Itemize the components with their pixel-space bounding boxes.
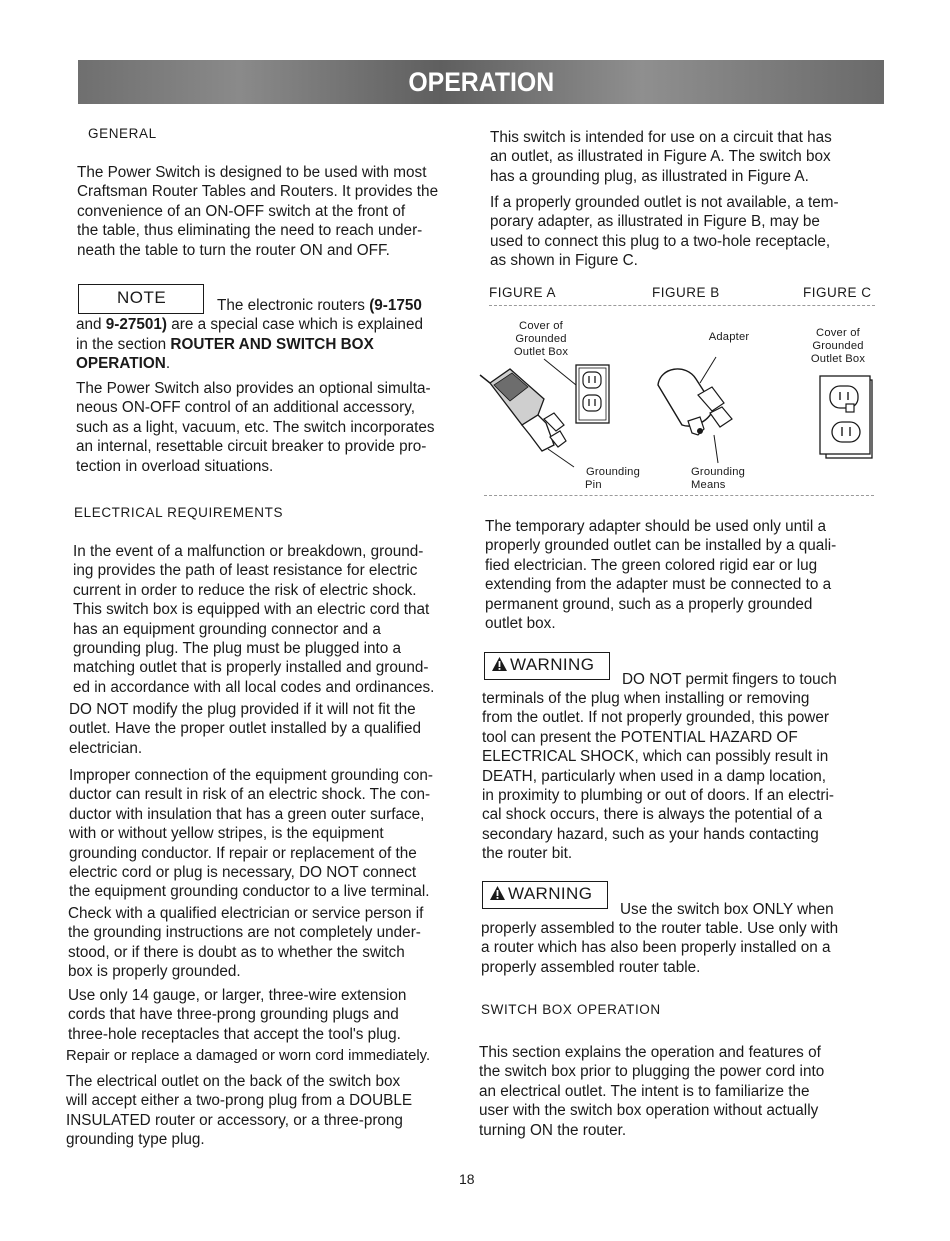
electrical-paragraph-4: Check with a qualified electrician or service person if the grounding instructions are not completely under- stood, or if there is doubt as to whether the switch box is properly grounded. — [68, 905, 424, 981]
general-heading: GENERAL — [88, 126, 157, 141]
warning-1-text: terminals of the plug when installing or removing from the outlet. If not properly grounded, this power tool can present the POTENTIAL HAZARD OF ELECTRICAL SHOCK, which can possibly result in DEATH, particularly when used in a damp location, in proximity to plumbing or out of doors. If an electri- cal shock occurs, there is always the potential of a secondary hazard, such as your hands contacting the router bit. — [482, 690, 834, 863]
electrical-paragraph-1: In the event of a malfunction or breakdown, ground- ing provides the path of least resistance for electric current in order to reduce the risk of electric shock. This switch box is equipped with an electric cord that has an equipment grounding connector and a grounding plug. The plug must be plugged into a matching outlet that is properly installed and ground- ed in accordance with all local codes and ordinances. — [73, 543, 435, 696]
section-banner — [78, 60, 884, 104]
section-title: OPERATION — [408, 67, 554, 97]
warning-2-first-line: Use the switch box ONLY when — [620, 901, 834, 918]
figure-b-caption-bottom: Grounding Means — [691, 466, 746, 491]
figure-b-label: FIGURE B — [652, 285, 720, 300]
right-paragraph-2: If a properly grounded outlet is not available, a tem- porary adapter, as illustrated in Figure B, may be used to connect this plug to a two-hole receptacle, as shown in Figure C. — [490, 194, 839, 270]
figure-top-rule — [489, 305, 875, 306]
electrical-paragraph-7: The electrical outlet on the back of the switch box will accept either a two-prong plug from a DOUBLE INSULATED router or accessory, or a three-prong grounding type plug. — [66, 1073, 413, 1149]
electrical-paragraph-3: Improper connection of the equipment grounding con- ductor can result in risk of an electric shock. The con- ductor with insulation that has a green outer surface, with or without yellow stripes, is the equipment grounding conductor. If repair or replacement of the electric cord or plug is necessary, DO NOT connect the equipment grounding conductor to a live terminal. — [69, 767, 433, 901]
note-label-box: NOTE — [78, 284, 204, 314]
note-text: The electronic routers (9-1750 and 9-27501) are a special case which is explained in the section ROUTER AND SWITCH BOX OPERATION. — [76, 297, 423, 373]
figure-a-caption-top: Cover of Grounded Outlet Box — [513, 320, 569, 358]
figure-a-label: FIGURE A — [489, 285, 557, 300]
general-paragraph-2: The Power Switch also provides an optional simulta- neous ON-OFF control of an additional accessory, such as a light, vacuum, etc. The switch incorporates an internal, resettable circuit breaker to provide pro- tection in overload situations. — [76, 380, 435, 475]
figure-a-caption-bottom: Grounding Pin — [585, 466, 641, 491]
figure-b-caption-top: Adapter — [708, 331, 750, 343]
figure-c-illustration — [820, 372, 876, 460]
general-paragraph-1: The Power Switch is designed to be used with most Craftsman Router Tables and Routers. It provides the convenience of an ON-OFF switch at the front of the table, thus eliminating the need to reach under- neath the table to turn the router ON and OFF. — [77, 164, 439, 259]
figure-bottom-rule — [484, 495, 874, 496]
warning-2-text: properly assembled to the router table. Use only with a router which has also been properly installed on a properly assembled router table. — [481, 920, 839, 976]
figure-c-label: FIGURE C — [803, 285, 872, 300]
right-paragraph-1: This switch is intended for use on a circuit that has an outlet, as illustrated in Figure A. The switch box has a grounding plug, as illustrated in Figure A. — [490, 129, 832, 185]
switch-box-paragraph: This section explains the operation and features of the switch box prior to plugging the power cord into an electrical outlet. The intent is to familiarize the user with the switch box operation without actually turning ON the router. — [479, 1044, 825, 1139]
electrical-heading: ELECTRICAL REQUIREMENTS — [74, 505, 284, 520]
figure-a-illustration — [480, 355, 620, 465]
page-number: 18 — [459, 1171, 475, 1187]
switch-box-heading: SWITCH BOX OPERATION — [481, 1002, 661, 1017]
figure-c-caption-top: Cover of Grounded Outlet Box — [810, 327, 866, 365]
electrical-paragraph-5: Use only 14 gauge, or larger, three-wire extension cords that have three-prong grounding plugs and three-hole receptacles that accept the tool's plug. — [68, 987, 407, 1043]
figure-b-illustration — [640, 355, 760, 455]
warning-1-first-line: DO NOT permit fingers to touch — [622, 671, 837, 688]
warning-label-box-1: WARNING — [484, 652, 610, 680]
warning-triangle-icon — [489, 885, 506, 901]
warning-triangle-icon — [491, 656, 508, 672]
right-paragraph-3: The temporary adapter should be used only until a properly grounded outlet can be installed by a quali- fied electrician. The green colored rigid ear or lug extending from the adapter must be connected to a permanent ground, such as a properly grounded outlet box. — [485, 518, 837, 633]
electrical-paragraph-2: DO NOT modify the plug provided if it will not fit the outlet. Have the proper outlet installed by a qualified electrician. — [69, 701, 422, 757]
warning-label-box-2: WARNING — [482, 881, 608, 909]
electrical-paragraph-6: Repair or replace a damaged or worn cord immediately. — [66, 1048, 431, 1064]
